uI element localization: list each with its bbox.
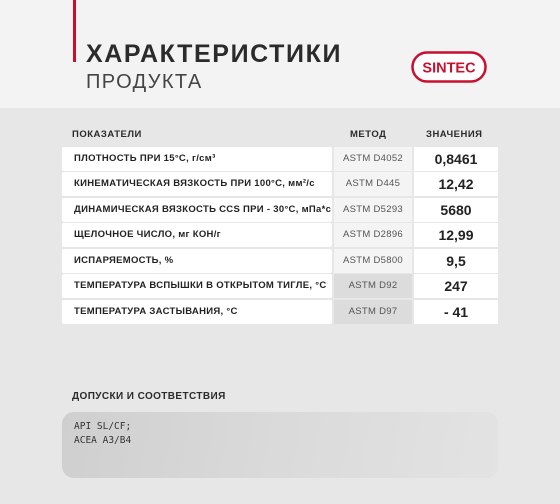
test-method: ASTM D97 <box>334 300 412 324</box>
sintec-logo <box>411 51 487 83</box>
test-method: ASTM D92 <box>334 274 412 298</box>
table-row <box>0 172 560 196</box>
parameter-name: ТЕМПЕРАТУРА ЗАСТЫВАНИЯ, °С <box>62 300 332 324</box>
test-method: ASTM D445 <box>334 172 412 196</box>
approval-item: ACEA A3/B4 <box>74 435 132 446</box>
test-method: ASTM D5800 <box>334 249 412 273</box>
table-row <box>0 274 560 298</box>
parameter-value: 12,42 <box>414 172 498 196</box>
column-header-parameters: ПОКАЗАТЕЛИ <box>72 129 142 140</box>
test-method: ASTM D4052 <box>334 147 412 171</box>
parameter-value: 247 <box>414 274 498 298</box>
approval-item: API SL/CF; <box>74 421 132 432</box>
parameter-name: ТЕМПЕРАТУРА ВСПЫШКИ В ОТКРЫТОМ ТИГЛЕ, °С <box>62 274 332 298</box>
test-method: ASTM D5293 <box>334 198 412 222</box>
approvals-list <box>74 420 131 448</box>
table-header <box>0 129 560 145</box>
parameter-name: ЩЕЛОЧНОЕ ЧИСЛО, мг КОН/г <box>62 223 332 247</box>
page-subtitle: ПРОДУКТА <box>86 71 203 93</box>
test-method: ASTM D2896 <box>334 223 412 247</box>
approvals-box <box>62 412 498 478</box>
logo-text: SINTEC <box>422 60 476 77</box>
parameter-name: КИНЕМАТИЧЕСКАЯ ВЯЗКОСТЬ ПРИ 100°С, мм²/с <box>62 172 332 196</box>
parameter-value: 0,8461 <box>414 147 498 171</box>
table-row <box>0 198 560 222</box>
red-accent-line <box>73 0 76 62</box>
parameter-value: 12,99 <box>414 223 498 247</box>
parameter-name: ПЛОТНОСТЬ ПРИ 15°С, г/см³ <box>62 147 332 171</box>
parameter-value: 9,5 <box>414 249 498 273</box>
approvals-title: ДОПУСКИ И СООТВЕТСТВИЯ <box>72 391 226 402</box>
table-row <box>0 147 560 171</box>
parameter-name: ДИНАМИЧЕСКАЯ ВЯЗКОСТЬ CCS ПРИ - 30°С, мПа*с <box>62 198 332 222</box>
table-row <box>0 223 560 247</box>
parameter-name: ИСПАРЯЕМОСТЬ, % <box>62 249 332 273</box>
header-panel <box>0 0 560 108</box>
parameter-value: - 41 <box>414 300 498 324</box>
table-row <box>0 249 560 273</box>
page-title: ХАРАКТЕРИСТИКИ <box>86 40 343 68</box>
table-row <box>0 300 560 324</box>
column-header-method: МЕТОД <box>350 129 387 140</box>
column-header-values: ЗНАЧЕНИЯ <box>426 129 483 140</box>
parameter-value: 5680 <box>414 198 498 222</box>
